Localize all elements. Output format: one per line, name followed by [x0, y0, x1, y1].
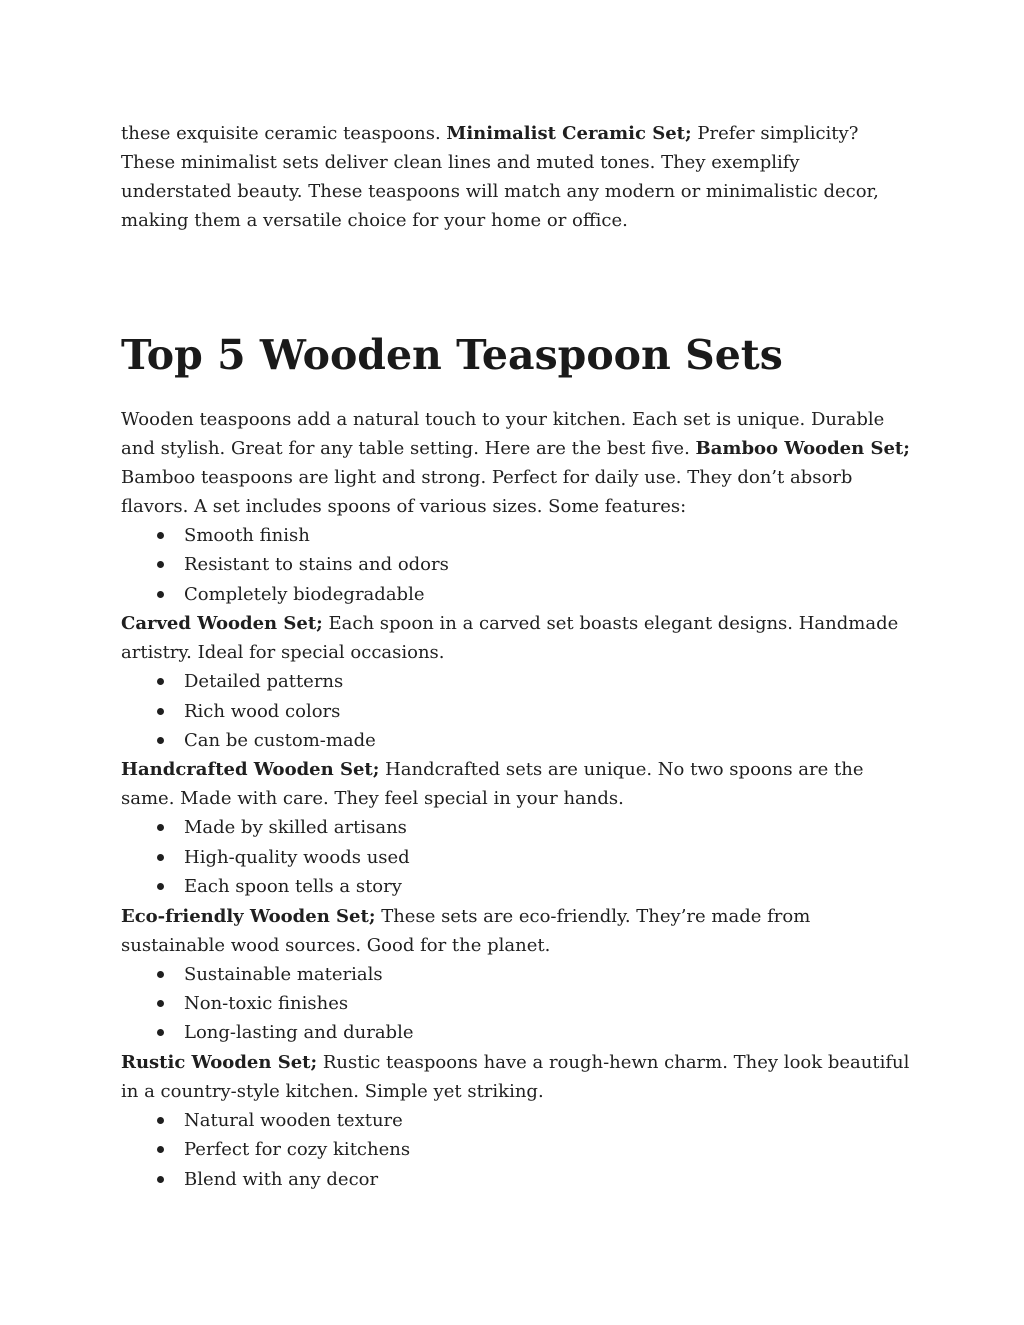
set-block-eco-friendly: [121, 902, 911, 1048]
list-item: Blend with any decor: [121, 1165, 911, 1194]
set-description: Each spoon in a carved set boasts elegant designs. Handmade artistry. Ideal for special occasions.: [121, 613, 899, 664]
intro-bold-title: Minimalist Ceramic Set;: [446, 123, 692, 144]
set-paragraph: [121, 755, 911, 813]
list-item: Non-toxic finishes: [121, 989, 911, 1018]
list-item: Completely biodegradable: [121, 580, 911, 609]
list-item: Detailed patterns: [121, 667, 911, 696]
feature-list: [121, 1106, 911, 1194]
set-block-rustic: [121, 1048, 911, 1194]
list-item: Resistant to stains and odors: [121, 550, 911, 579]
set-description: Handcrafted sets are unique. No two spoons are the same. Made with care. They feel special in your hands.: [121, 759, 864, 810]
list-item: Made by skilled artisans: [121, 813, 911, 842]
list-item: Each spoon tells a story: [121, 872, 911, 901]
set-description: Bamboo teaspoons are light and strong. Perfect for daily use. They don’t absorb flavors. A set includes spoons of various sizes. Some features:: [121, 467, 853, 517]
list-item: High-quality woods used: [121, 843, 911, 872]
feature-list: [121, 960, 911, 1048]
set-description: Rustic teaspoons have a rough-hewn charm. They look beautiful in a country-style kitchen. Simple yet striking.: [121, 1051, 910, 1102]
set-title: Rustic Wooden Set;: [121, 1051, 318, 1073]
list-item: Rich wood colors: [121, 697, 911, 726]
list-item: Can be custom-made: [121, 726, 911, 755]
set-description: These sets are eco-friendly. They’re made from sustainable wood sources. Good for the planet.: [121, 905, 811, 956]
set-title: Eco-friendly Wooden Set;: [121, 905, 376, 927]
intro-text-start: these exquisite ceramic teaspoons.: [121, 123, 447, 144]
list-item: Smooth finish: [121, 521, 911, 550]
list-item: Sustainable materials: [121, 960, 911, 989]
set-block-carved: [121, 609, 911, 755]
set-paragraph: [121, 609, 911, 667]
set-title: Carved Wooden Set;: [121, 613, 323, 635]
list-item: Perfect for cozy kitchens: [121, 1135, 911, 1164]
set-paragraph: [121, 902, 911, 960]
feature-list: [121, 667, 911, 755]
sets-list: [121, 405, 911, 1194]
list-item: Natural wooden texture: [121, 1106, 911, 1135]
set-block-bamboo: [121, 405, 911, 609]
feature-list: [121, 521, 911, 609]
set-paragraph: [121, 405, 911, 521]
section-heading: Top 5 Wooden Teaspoon Sets: [121, 331, 783, 379]
set-paragraph: [121, 1048, 911, 1106]
document-content: [121, 119, 911, 1194]
set-title: Handcrafted Wooden Set;: [121, 759, 380, 781]
set-lead-text: Wooden teaspoons add a natural touch to your kitchen. Each set is unique. Durable and stylish. Great for any table setting. Here are the best five.: [121, 409, 885, 459]
intro-paragraph: [121, 119, 911, 235]
intro-text-end: Prefer simplicity? These minimalist sets deliver clean lines and muted tones. They exemplify understated beauty. These teaspoons will match any modern or minimalistic decor, making them a versatile choice for your home or office.: [121, 123, 879, 231]
set-title: Bamboo Wooden Set;: [695, 438, 910, 459]
set-block-handcrafted: [121, 755, 911, 901]
list-item: Long-lasting and durable: [121, 1018, 911, 1047]
feature-list: [121, 813, 911, 901]
